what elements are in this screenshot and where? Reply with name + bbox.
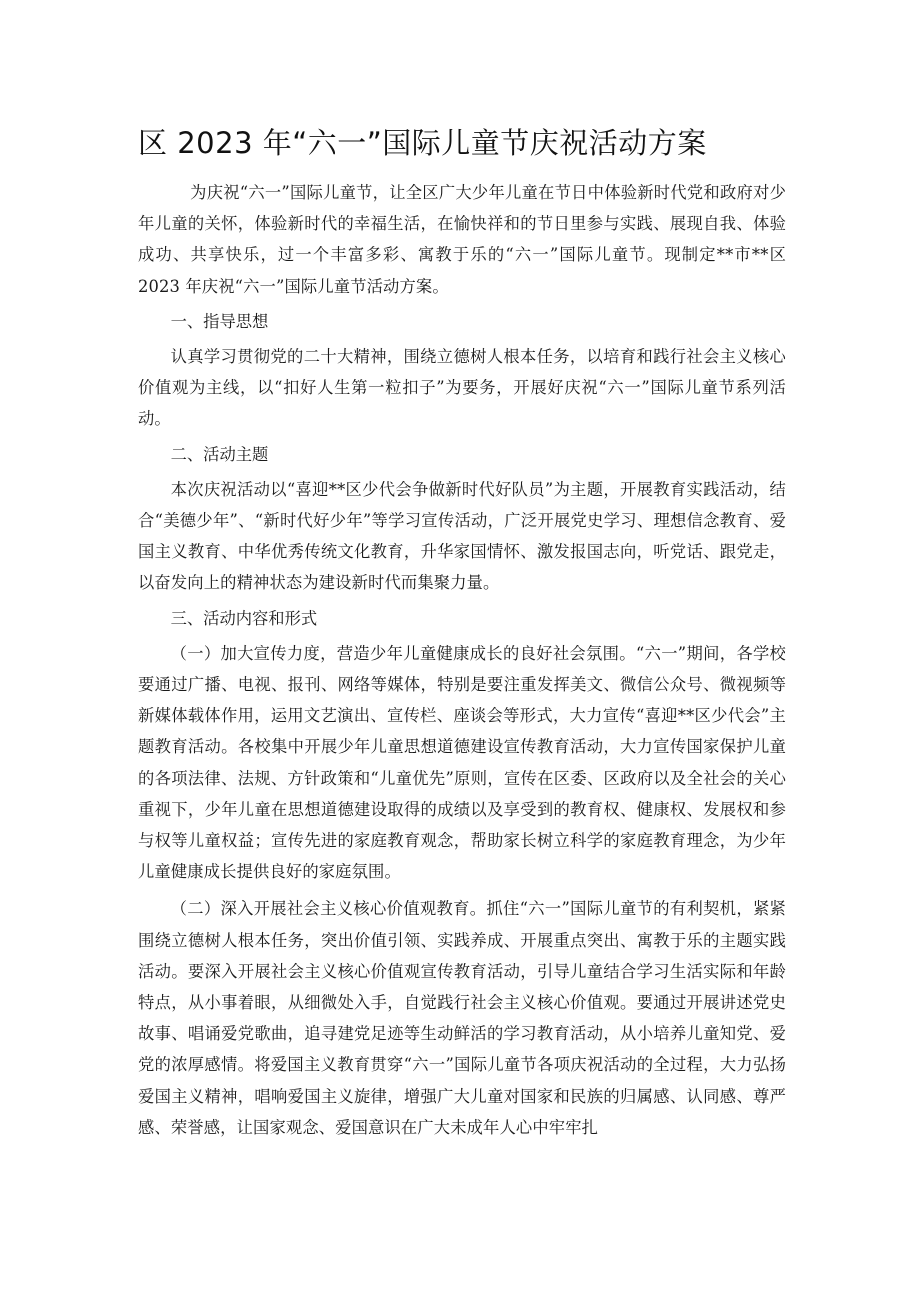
document-title: 区 2023 年“六一”国际儿童节庆祝活动方案 [138, 126, 707, 160]
section-heading-guiding-thought: 一、指导思想 [170, 311, 269, 331]
document-body [138, 177, 786, 1143]
section-text-guiding-thought: 认真学习贯彻党的二十大精神，围绕立德树人根本任务，以培育和践行社会主义核心价值观为主线，以“扣好人生第一粒扣子”为要务，开展好庆祝“六一”国际儿童节系列活动。 [138, 347, 786, 429]
subsection-core-values: （二）深入开展社会主义核心价值观教育。抓住“六一”国际儿童节的有利契机，紧紧围绕立德树人根本任务，突出价值引领、实践养成、开展重点突出、寓教于乐的主题实践活动。要深入开展社会主义核心价值观宣传教育活动，引导儿童结合学习生活实际和年龄特点，从小事着眼，从细微处入手，自觉践行社会主义核心价值观。要通过开展讲述党史故事、唱诵爱党歌曲，追寻建党足迹等生动鲜活的学习教育活动，从小培养儿童知党、爱党的浓厚感情。将爱国主义教育贯穿“六一”国际儿童节各项庆祝活动的全过程，大力弘扬爱国主义精神，唱响爱国主义旋律，增强广大儿童对国家和民族的归属感、认同感、尊严感、荣誉感，让国家观念、爱国意识在广大未成年人心中牢牢扎 [138, 899, 786, 1137]
section-text-activity-theme: 本次庆祝活动以“喜迎**区少代会争做新时代好队员”为主题，开展教育实践活动，结合“美德少年”、“新时代好少年”等学习宣传活动，广泛开展党史学习、理想信念教育、爱国主义教育、中华优秀传统文化教育，升华家国情怀、激发报国志向，听党话、跟党走，以奋发向上的精神状态为建设新时代而集聚力量。 [138, 479, 786, 593]
section-heading-activity-theme: 二、活动主题 [170, 444, 269, 464]
section-heading-activity-content: 三、活动内容和形式 [170, 608, 318, 628]
intro-paragraph: 为庆祝“六一”国际儿童节，让全区广大少年儿童在节日中体验新时代党和政府对少年儿童的关怀，体验新时代的幸福生活，在愉快祥和的节日里参与实践、展现自我、体验成功、共享快乐，过一个丰富多彩、寓教于乐的“六一”国际儿童节。现制定**市**区 2023 年庆祝“六一”国际儿童节活动方案。 [138, 183, 786, 296]
subsection-publicity: （一）加大宣传力度，营造少年儿童健康成长的良好社会氛围。“六一”期间，各学校要通过广播、电视、报刊、网络等媒体，特别是要注重发挥美文、微信公众号、微视频等新媒体载体作用，运用文艺演出、宣传栏、座谈会等形式，大力宣传“喜迎**区少代会”主题教育活动。各校集中开展少年儿童思想道德建设宣传教育活动，大力宣传国家保护儿童的各项法律、法规、方针政策和“儿童优先”原则，宣传在区委、区政府以及全社会的关心重视下，少年儿童在思想道德建设取得的成绩以及享受到的教育权、健康权、发展权和参与权等儿童权益；宣传先进的家庭教育观念，帮助家长树立科学的家庭教育理念，为少年儿童健康成长提供良好的家庭氛围。 [138, 643, 786, 882]
